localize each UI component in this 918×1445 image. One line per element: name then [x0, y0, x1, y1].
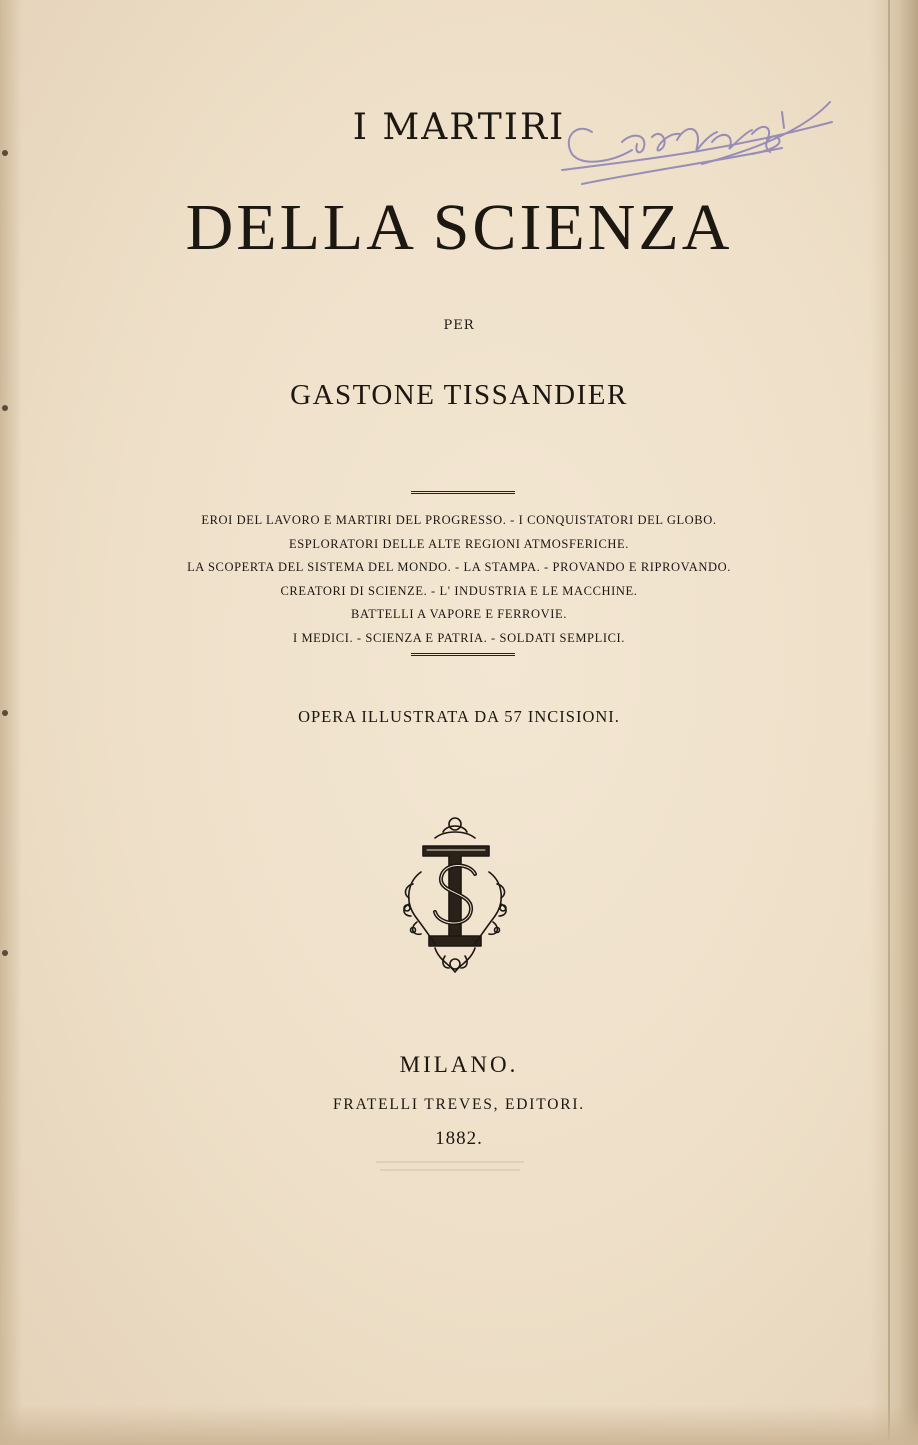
by-line: PER — [443, 318, 475, 333]
publication-city: MILANO. — [399, 1052, 519, 1077]
binding-hole — [2, 950, 8, 956]
publication-year: 1882. — [435, 1128, 483, 1149]
contents-list — [0, 509, 918, 650]
publisher-emblem-icon — [399, 812, 511, 978]
divider-top — [411, 491, 515, 494]
title-line-1: I MARTIRI — [352, 107, 566, 148]
publisher-name: FRATELLI TREVES, EDITORI. — [333, 1096, 585, 1113]
title-line-2: DELLA SCIENZA — [185, 191, 733, 264]
contents-line: CREATORI DI SCIENZE. - L' INDUSTRIA E LE MACCHINE. — [280, 583, 638, 598]
contents-line: BATTELLI A VAPORE E FERROVIE. — [351, 607, 567, 621]
bottom-edge-shadow — [0, 1405, 918, 1445]
contents-line: I MEDICI. - SCIENZA E PATRIA. - SOLDATI SEMPLICI. — [292, 630, 626, 645]
show-through-print — [370, 1160, 530, 1174]
author-name: GASTONE TISSANDIER — [290, 379, 628, 411]
contents-line: ESPLORATORI DELLE ALTE REGIONI ATMOSFERICHE. — [289, 536, 629, 551]
binding-hole — [2, 150, 8, 156]
contents-line: EROI DEL LAVORO E MARTIRI DEL PROGRESSO. - I CONQUISTATORI DEL GLOBO. — [201, 513, 717, 527]
divider-bottom — [411, 653, 515, 656]
contents-line: LA SCOPERTA DEL SISTEMA DEL MONDO. - LA STAMPA. - PROVANDO E RIPROVANDO. — [187, 560, 731, 574]
illustration-note: OPERA ILLUSTRATA DA 57 INCISIONI. — [298, 707, 620, 726]
